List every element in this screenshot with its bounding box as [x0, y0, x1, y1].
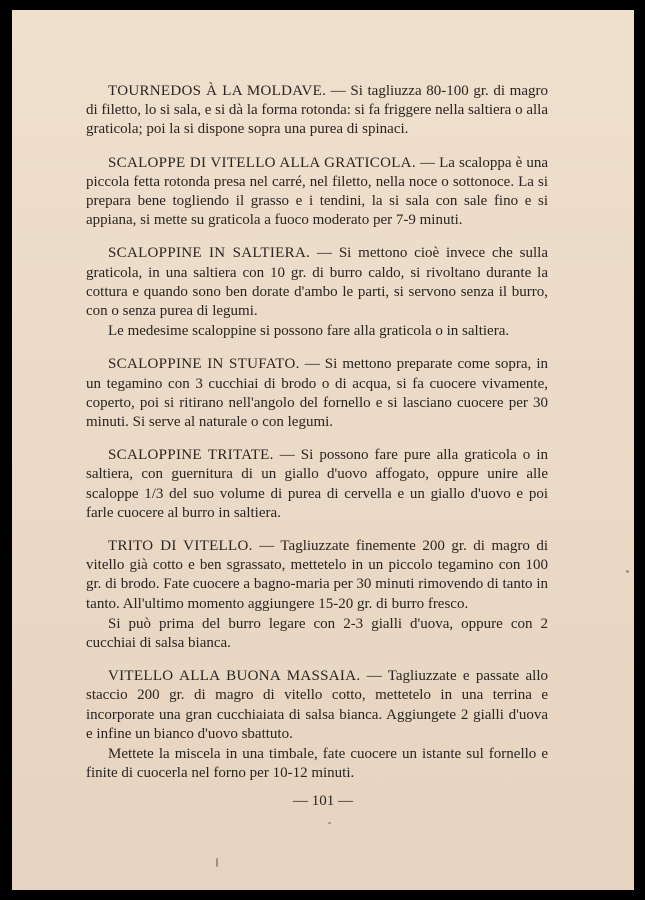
paper-speck [328, 822, 331, 824]
recipe-text [86, 244, 548, 321]
recipe-paragraph: — Tagliuzzate finemente 200 gr. di magro di vitello già cotto e ben sgrassato, mettetelo in un piccolo tegamino con 100 gr. di brodo. Fate cuocere a bagno-maria per 30 minuti rimovendo di tanto in tanto. All'ultimo momento aggiungere 15-20 gr. di burro fresco. [86, 538, 549, 612]
recipe-tournedos-moldave [86, 82, 548, 140]
recipe-scaloppine-tritate [86, 446, 548, 523]
page-body [86, 82, 548, 798]
recipe-title: SCALOPPINE TRITATE. [108, 447, 274, 464]
recipe-paragraph: — Si possono fare pure alla graticola o in saltiera, con guernitura di un giallo d'uovo affogato, oppure unire alle scaloppe 1/3 del suo volume di purea di cervella e un giallo d'uovo e poi farle cuocere al burro in saltiera. [86, 447, 549, 521]
recipe-scaloppine-stufato [86, 355, 548, 432]
recipe-text [86, 667, 548, 744]
recipe-scaloppine-saltiera [86, 244, 548, 341]
recipe-paragraph: Le medesime scaloppine si possono fare alla graticola o in saltiera. [108, 323, 510, 340]
recipe-title: TRITO DI VITELLO. [108, 538, 253, 555]
paper-speck [216, 858, 218, 867]
recipe-text [86, 82, 548, 140]
recipe-text [86, 154, 548, 231]
recipe-paragraph: — Tagliuzzate e passate allo staccio 200 gr. di magro di vitello cotto, mettetelo in una terrina e incorporate una gran cucchiaiata di salsa bianca. Aggiungete 2 gialli d'uova e infine un bianco d'uovo sbattuto. [86, 668, 548, 742]
recipe-text [86, 446, 548, 523]
recipe-title: SCALOPPINE IN SALTIERA. [108, 245, 311, 262]
recipe-trito-vitello [86, 537, 548, 653]
recipe-paragraph: — Si mettono preparate come sopra, in un tegamino con 3 cucchiai di brodo o di acqua, si fa cuocere vivamente, coperto, poi si ritirano nell'angolo del fornello e si lasciano cuocere per 30 minuti. Si serve al naturale o con legumi. [86, 356, 548, 431]
recipe-scaloppe-graticola [86, 154, 548, 231]
recipe-text [86, 355, 548, 432]
recipe-paragraph: — La scaloppa è una piccola fetta rotonda presa nel carré, nel filetto, nella noce o sottonoce. La si prepara bene togliendo il grasso e i tendini, la si sala con sale fino e si appiana, si mette su graticola a fuoco moderato per 7-9 minuti. [86, 154, 548, 229]
recipe-vitello-buona-massaia [86, 667, 548, 783]
page-number: — 101 — [293, 793, 353, 809]
recipe-paragraph: — Si tagliuzza 80-100 gr. di magro di filetto, lo si sala, e si dà la forma rotonda: si fa friggere nella saltiera o alla graticola; poi la si dispone sopra una purea di spinaci. [86, 83, 548, 138]
recipe-text [86, 537, 548, 614]
recipe-title: VITELLO ALLA BUONA MASSAIA. [108, 668, 361, 685]
recipe-paragraph: — Si mettono cioè invece che sulla graticola, in una saltiera con 10 gr. di burro caldo, si rivoltano durante la cottura e quando sono ben dorate d'ambo le parti, si servono senza il burro, con o senza purea di legumi. [86, 245, 548, 320]
recipe-title: SCALOPPE DI VITELLO ALLA GRATICOLA. [108, 154, 416, 171]
book-page [12, 10, 634, 890]
paper-speck [626, 570, 629, 573]
recipe-paragraph: Si può prima del burro legare con 2-3 gialli d'uova, oppure con 2 cucchiai di salsa bianca. [86, 615, 548, 652]
recipe-title: TOURNEDOS À LA MOLDAVE. [108, 83, 327, 99]
recipe-paragraph: Mettete la miscela in una timbale, fate cuocere un istante sul fornello e finite di cuocerla nel forno per 10-12 minuti. [86, 746, 548, 782]
recipe-title: SCALOPPINE IN STUFATO. [108, 356, 300, 373]
